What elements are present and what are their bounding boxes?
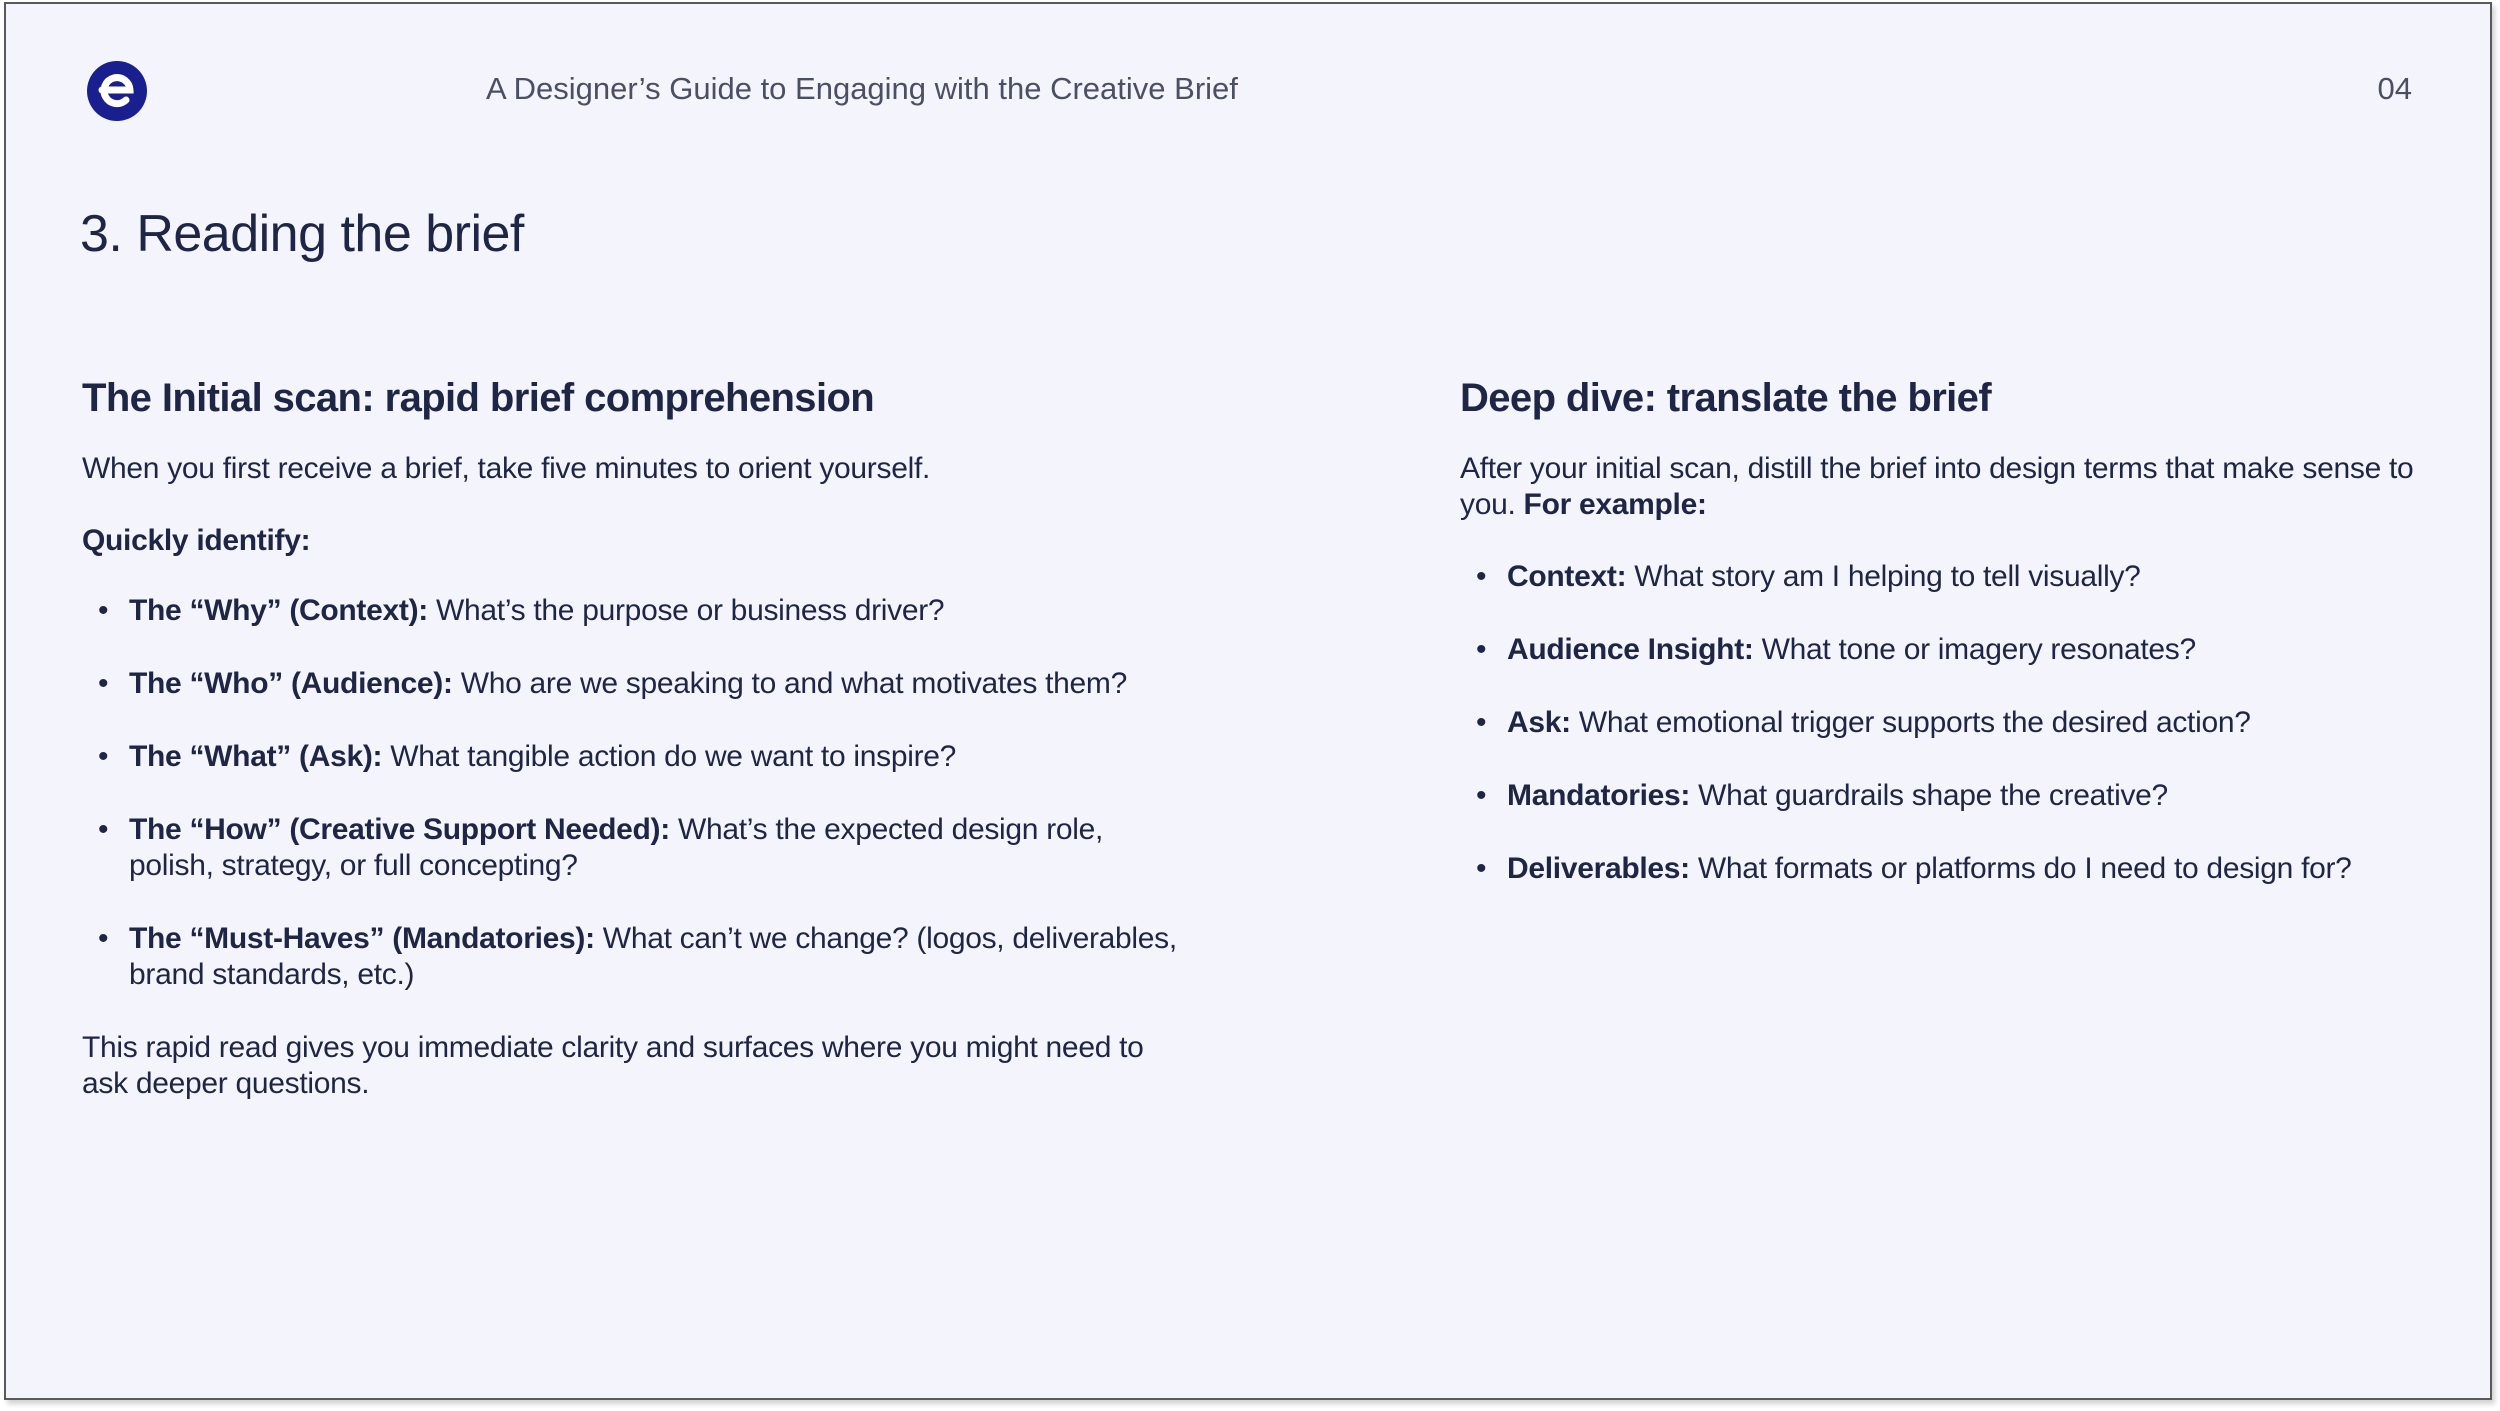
list-item: • The “Why” (Context): What’s the purpose or business driver? [98, 594, 945, 627]
list-item: • The “Who” (Audience): Who are we speaking to and what motivates them? [98, 667, 1127, 700]
quickly-identify-label: Quickly identify: [82, 524, 311, 557]
list-item: • The “How” (Creative Support Needed): What’s the expected design role, polish, strategy, or full concepting? [98, 813, 1104, 882]
initial-scan-outro: This rapid read gives you immediate clarity and surfaces where you might need to ask deeper questions. [82, 1031, 1144, 1100]
bullet-icon: • [1476, 560, 1487, 593]
initial-scan-heading: The Initial scan: rapid brief comprehension [82, 376, 875, 420]
deep-dive-heading: Deep dive: translate the brief [1460, 376, 1992, 420]
page-title: 3. Reading the brief [80, 205, 524, 263]
bullet-icon: • [1476, 852, 1487, 885]
bullet-icon: • [1476, 779, 1487, 812]
list-item: • The “Must-Haves” (Mandatories): What can’t we change? (logos, deliverables, brand standards, etc.) [98, 922, 1177, 991]
page-number: 04 [2377, 71, 2412, 106]
document-title: A Designer’s Guide to Engaging with the Creative Brief [486, 71, 1238, 106]
bullet-icon: • [98, 667, 109, 700]
list-item: • Audience Insight: What tone or imagery resonates? [1476, 633, 2196, 666]
initial-scan-column [82, 376, 1192, 1138]
list-item: • Deliverables: What formats or platforms do I need to design for? [1476, 852, 2352, 885]
bullet-icon: • [1476, 706, 1487, 739]
e-logo-icon [84, 58, 150, 124]
deep-dive-list [1460, 559, 2420, 887]
bullet-icon: • [98, 740, 109, 773]
deep-dive-column [1460, 376, 2420, 924]
initial-scan-list [82, 593, 1192, 993]
initial-scan-intro: When you first receive a brief, take five minutes to orient yourself. [82, 452, 931, 485]
bullet-icon: • [98, 813, 109, 846]
bullet-icon: • [98, 922, 109, 955]
bullet-icon: • [98, 594, 109, 627]
slide [4, 2, 2492, 1400]
bullet-icon: • [1476, 633, 1487, 666]
list-item: • Mandatories: What guardrails shape the creative? [1476, 779, 2168, 812]
list-item: • Context: What story am I helping to tell visually? [1476, 560, 2141, 593]
list-item: • Ask: What emotional trigger supports the desired action? [1476, 706, 2251, 739]
list-item: • The “What” (Ask): What tangible action do we want to inspire? [98, 740, 957, 773]
deep-dive-intro: After your initial scan, distill the brief into design terms that make sense to you. For example: [1460, 452, 2414, 521]
